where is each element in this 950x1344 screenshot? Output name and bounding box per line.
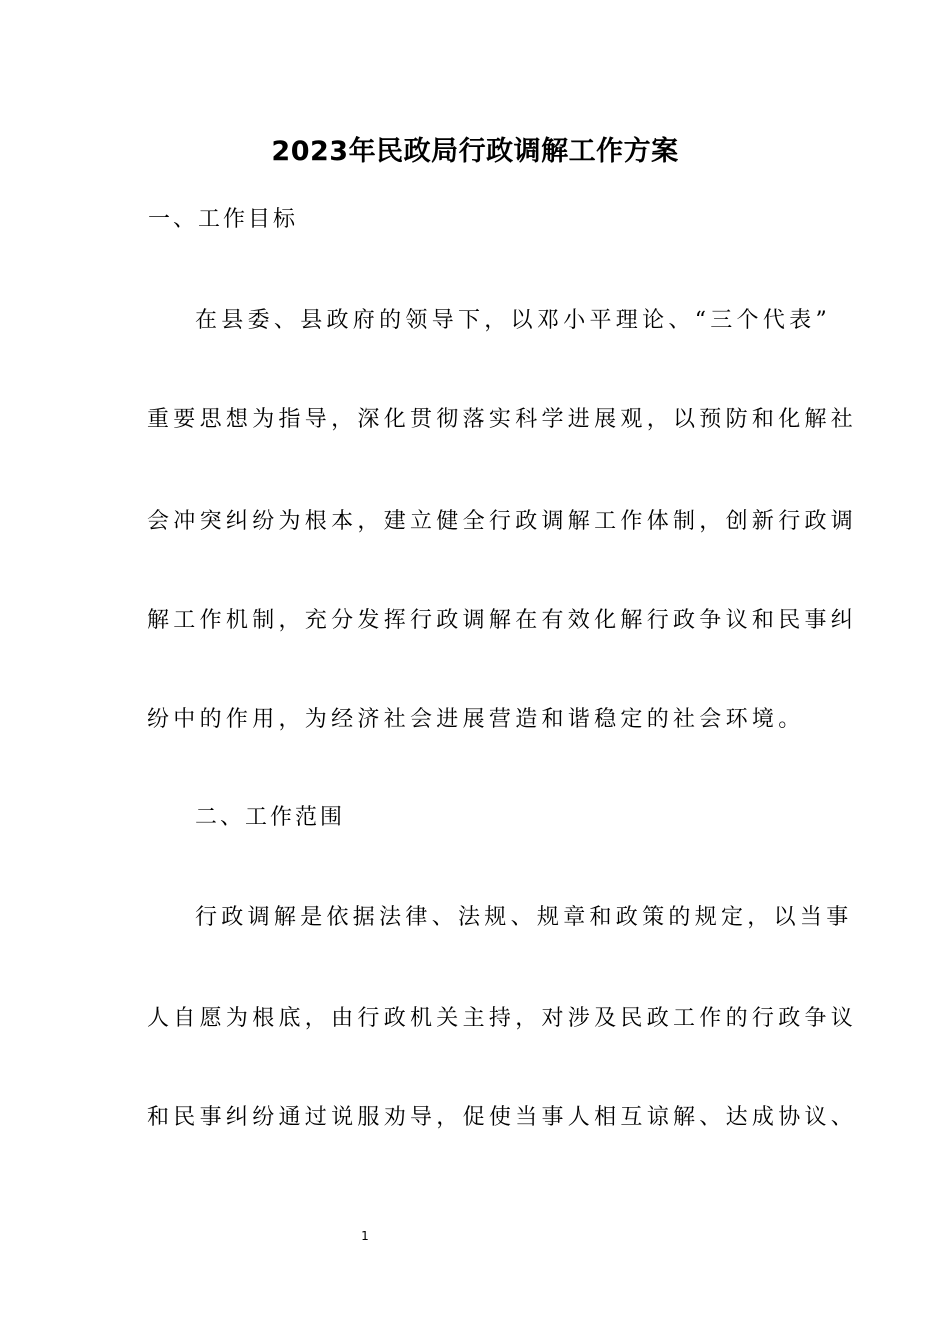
section-heading-scope: 二、工作范围 (195, 805, 346, 830)
paragraph-line: 在县委、县政府的领导下，以邓小平理论、“三个代表” (195, 308, 831, 333)
section-heading-goals: 一、工作目标 (148, 207, 299, 232)
paragraph-line: 解工作机制，充分发挥行政调解在有效化解行政争议和民事纠 (147, 608, 858, 633)
paragraph-line: 和民事纠纷通过说服劝导，促使当事人相互谅解、达成协议、 (147, 1105, 858, 1130)
paragraph-line: 纷中的作用，为经济社会进展营造和谐稳定的社会环境。 (147, 707, 805, 732)
paragraph-line: 重要思想为指导，深化贯彻落实科学进展观，以预防和化解社 (147, 407, 858, 432)
paragraph-line: 行政调解是依据法律、法规、规章和政策的规定，以当事 (195, 905, 853, 930)
paragraph-line: 人自愿为根底，由行政机关主持，对涉及民政工作的行政争议 (147, 1006, 858, 1031)
document-title: 2023年民政局行政调解工作方案 (271, 136, 679, 167)
paragraph-line: 会冲突纠纷为根本，建立健全行政调解工作体制，创新行政调 (147, 509, 858, 534)
page-number: 1 (361, 1229, 369, 1243)
